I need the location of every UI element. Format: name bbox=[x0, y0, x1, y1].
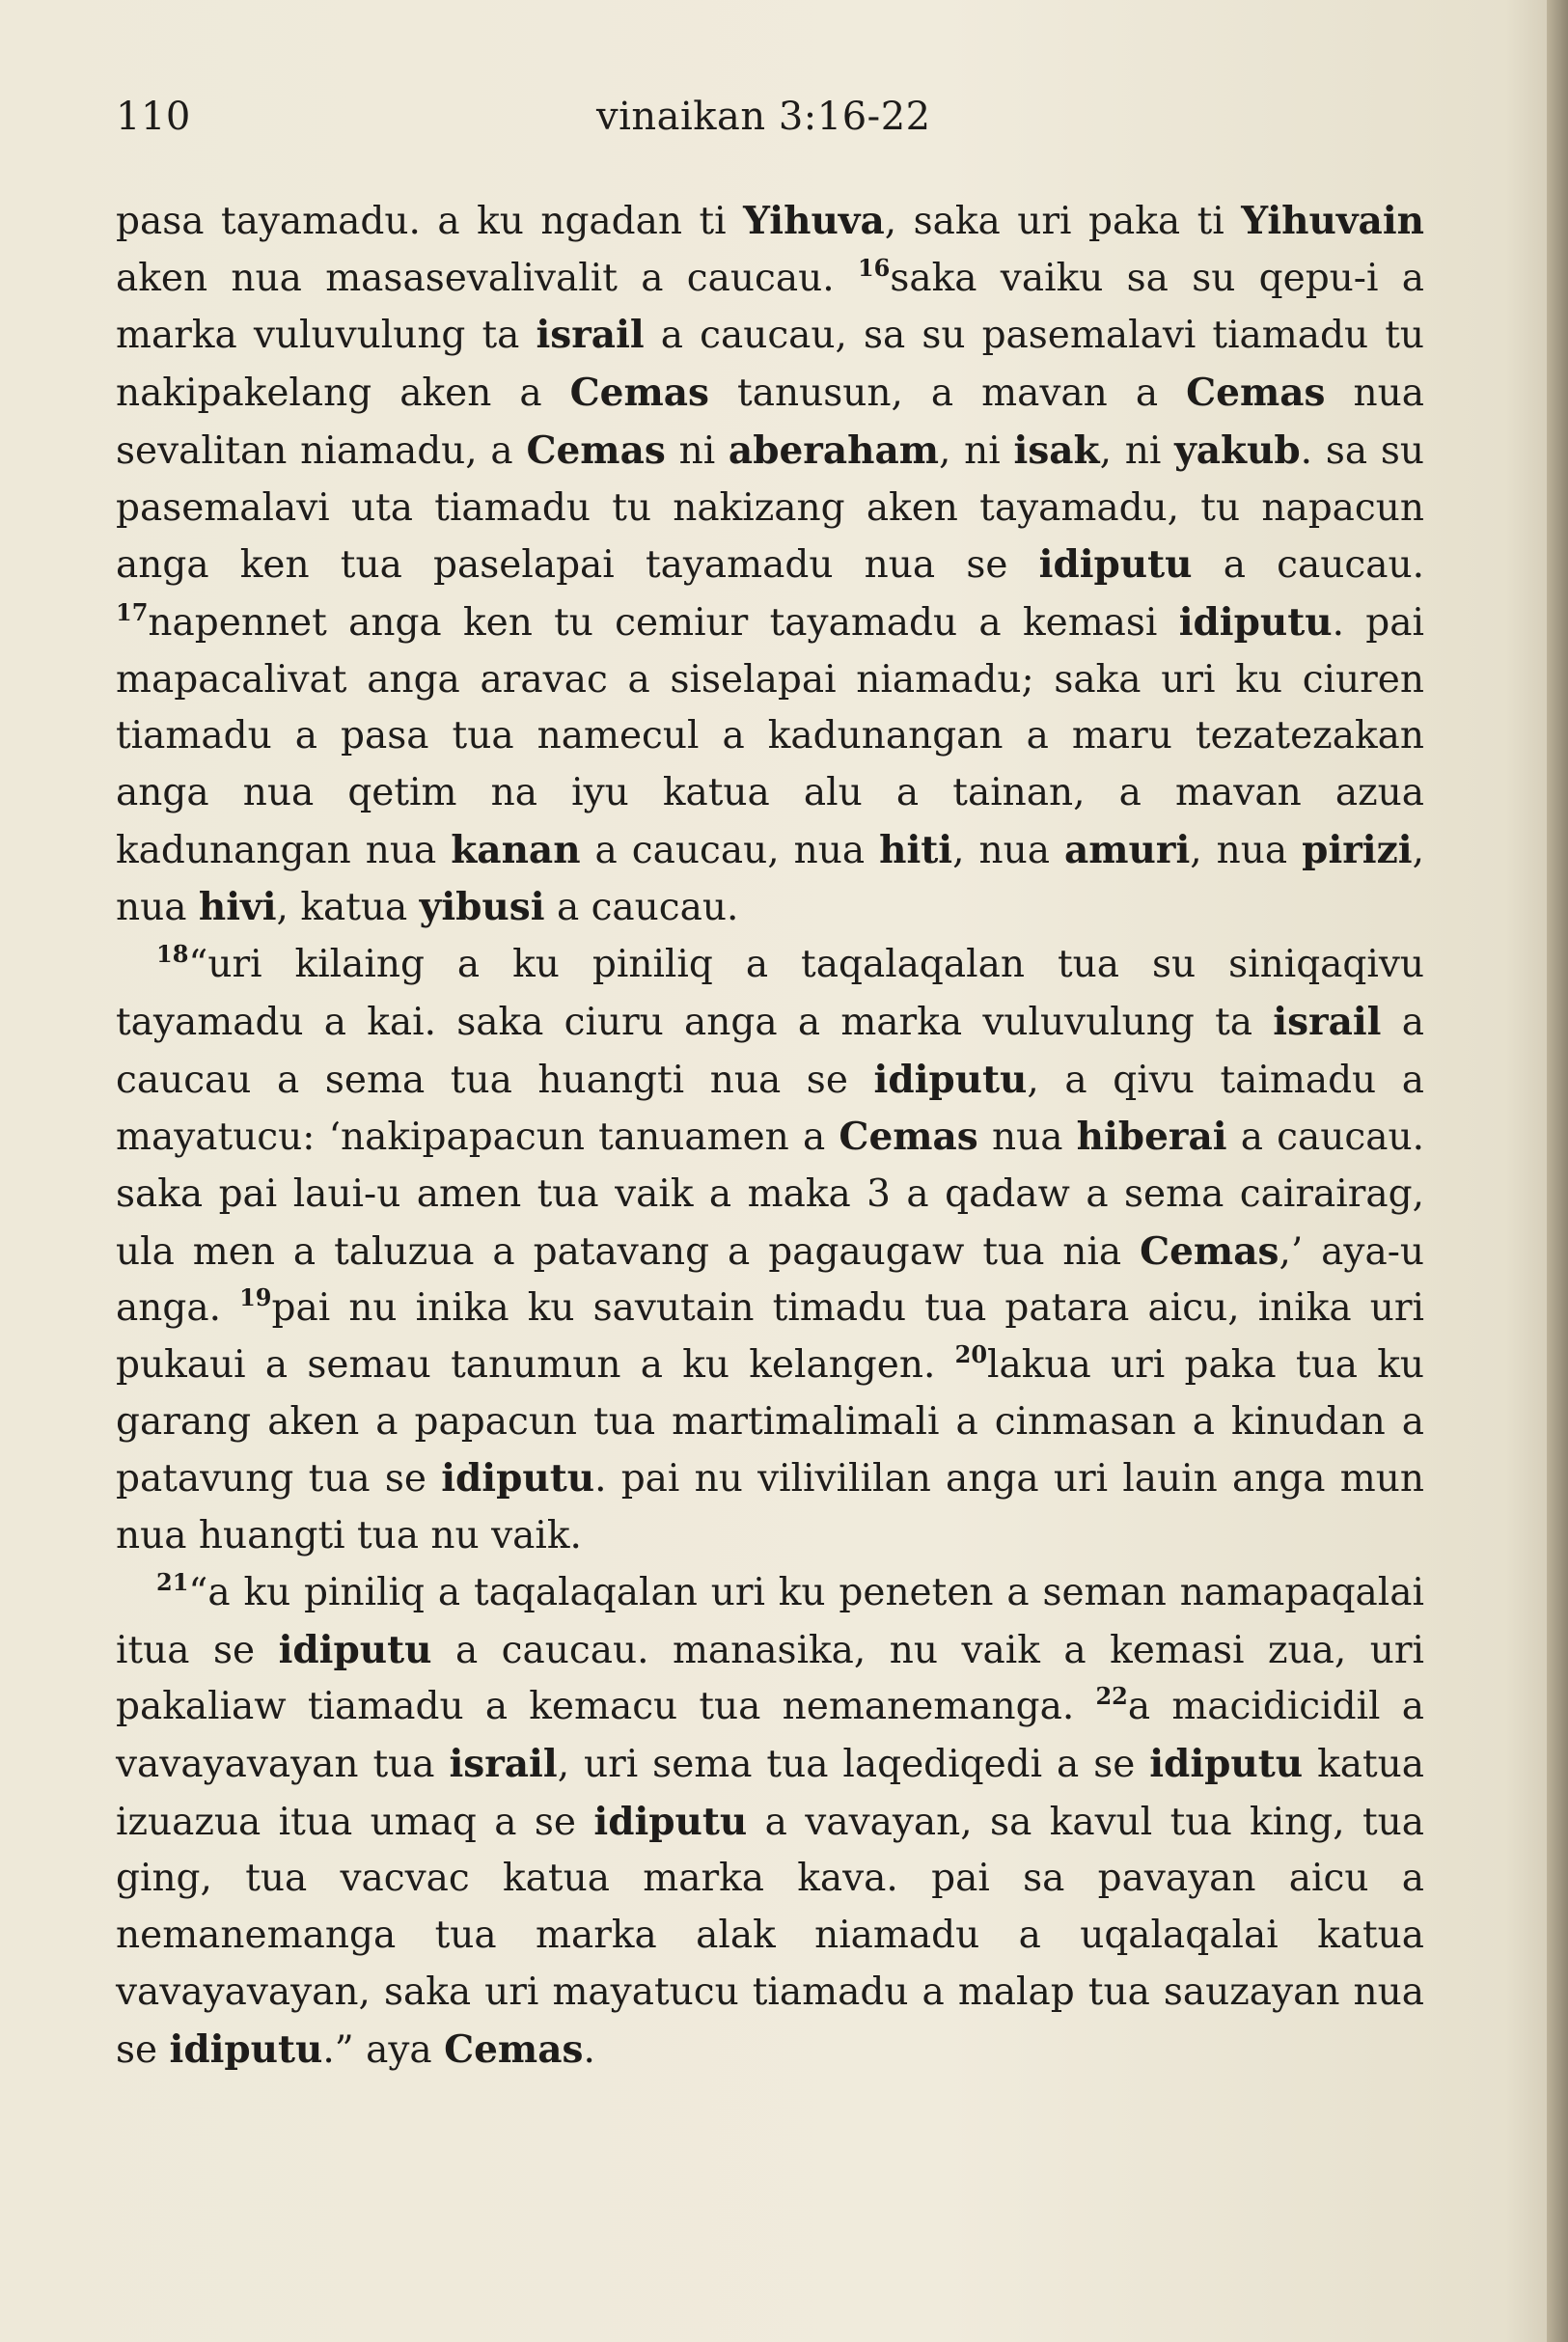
bold-term: idiputu bbox=[873, 1057, 1028, 1102]
paragraph-2 bbox=[116, 937, 1424, 1565]
text-run: pasa tayamadu. a ku ngadan ti bbox=[116, 200, 744, 243]
text-run: lakua uri paka tua ku garang aken a papacun tua martimalimali a cinmasan a kinudan a patavung tua se bbox=[116, 1343, 1424, 1502]
paragraph-3 bbox=[116, 1565, 1424, 2079]
bold-term: aberaham bbox=[728, 427, 939, 473]
verse-number: 18 bbox=[156, 940, 189, 969]
verse-number: 22 bbox=[1095, 1682, 1128, 1711]
text-run: a caucau, nua bbox=[580, 828, 880, 872]
text-run: napennet anga ken tu cemiur tayamadu a kemasi bbox=[148, 600, 1179, 645]
text-run: “uri kilaing a ku piniliq a taqalaqalan tua su siniqaqivu tayamadu a kai. saka ciuru anga a marka vuluvulung ta bbox=[116, 943, 1424, 1044]
verse-number: 20 bbox=[954, 1340, 988, 1369]
paragraph-1 bbox=[116, 193, 1424, 937]
text-run: , ni bbox=[938, 428, 1014, 473]
page-number: 110 bbox=[116, 95, 191, 139]
text-run: . pai nu vilivililan anga uri lauin anga mun nua huangti tua nu vaik. bbox=[116, 1457, 1424, 1558]
text-run: nua bbox=[977, 1116, 1077, 1160]
page-edge bbox=[1547, 0, 1568, 2342]
verse-number: 21 bbox=[156, 1567, 189, 1596]
bold-term: kanan bbox=[451, 827, 581, 872]
bold-term: Cemas bbox=[1140, 1228, 1279, 1274]
text-run: , uri sema tua laqediqedi a se bbox=[557, 1742, 1150, 1786]
text-run: , nua bbox=[1190, 828, 1303, 872]
bold-term: idiputu bbox=[1178, 599, 1333, 645]
bold-term: yibusi bbox=[419, 885, 545, 930]
verse-number: 16 bbox=[857, 253, 891, 282]
text-run: a macidicidil a vavayavayan tua bbox=[116, 1685, 1424, 1786]
text-run: tanusun, a mavan a bbox=[709, 372, 1187, 416]
bold-term: idiputu bbox=[1149, 1741, 1304, 1786]
text-run: a caucau. saka pai laui-u amen tua vaik a maka 3 a qadaw a sema cairairag, ula men a taluzua a patavang a pagaugaw tua nia bbox=[116, 1116, 1424, 1274]
verse-number: 19 bbox=[239, 1283, 272, 1312]
text-run: pai nu inika ku savutain timadu tua patara aicu, inika uri pukaui a semau tanumun a ku kelangen. bbox=[116, 1286, 1424, 1388]
text-run: a vavayan, sa kavul tua king, tua ging, tua vacvac katua marka kava. pai sa pavayan aicu a nemanemanga tua marka alak niamadu a uqalaqalai katua vavayavayan, saka uri mayatucu tiamadu a malap tua sauzayan nua se bbox=[116, 1800, 1425, 2072]
text-run: , katua bbox=[276, 886, 420, 930]
bold-term: Yihuva bbox=[743, 199, 885, 243]
bold-term: israil bbox=[449, 1741, 558, 1786]
text-run: nua sevalitan niamadu, a bbox=[116, 372, 1424, 473]
text-run: a caucau. manasika, nu vaik a kemasi zua, uri pakaliaw tiamadu a kemacu tua nemanemanga. bbox=[116, 1628, 1425, 1729]
text-run: a caucau. bbox=[1192, 543, 1424, 588]
bold-term: Cemas bbox=[444, 2026, 584, 2072]
bold-term: pirizi bbox=[1302, 827, 1413, 872]
bold-term: hiti bbox=[879, 827, 953, 872]
text-run: . pai mapacalivat anga aravac a siselapai niamadu; saka uri ku ciuren tiamadu a pasa tua namecul a kadunangan a maru tezatezakan anga nua qetim na iyu katua alu a tainan, a mavan azua kadunangan nua bbox=[116, 600, 1424, 872]
verse-number: 17 bbox=[116, 597, 149, 626]
bold-term: yakub bbox=[1174, 427, 1301, 473]
text-run: a caucau a sema tua huangti nua se bbox=[116, 1000, 1424, 1102]
text-run: ,’ aya-u anga. bbox=[116, 1229, 1424, 1331]
text-run: “a ku piniliq a taqalaqalan uri ku peneten a seman namapaqalai itua se bbox=[116, 1570, 1424, 1672]
bold-term: idiputu bbox=[1038, 542, 1193, 588]
bold-term: israil bbox=[536, 313, 645, 358]
bold-term: hiberai bbox=[1076, 1115, 1227, 1160]
body-text bbox=[116, 193, 1424, 2079]
bold-term: Cemas bbox=[1186, 371, 1326, 416]
bold-term: amuri bbox=[1064, 827, 1191, 872]
text-run: .” aya bbox=[322, 2027, 445, 2072]
text-run: , nua bbox=[952, 828, 1065, 872]
bold-term: idiputu bbox=[278, 1627, 432, 1672]
bold-term: idiputu bbox=[441, 1456, 595, 1502]
bold-term: israil bbox=[1273, 999, 1382, 1044]
text-run: , nua bbox=[116, 828, 1424, 930]
bold-term: Cemas bbox=[526, 427, 666, 473]
text-run: aken nua masasevalivalit a caucau. bbox=[116, 256, 858, 300]
bold-term: idiputu bbox=[169, 2026, 323, 2072]
text-run: a caucau, sa su pasemalavi tiamadu tu nakipakelang aken a bbox=[116, 314, 1424, 416]
text-run: . sa su pasemalavi uta tiamadu tu nakizang aken tayamadu, tu napacun anga ken tua paselapai tayamadu nua se bbox=[116, 428, 1424, 588]
bold-term: Cemas bbox=[839, 1115, 978, 1160]
page-header bbox=[116, 95, 1428, 152]
text-run: , a qivu taimadu a mayatucu: ‘nakipapacun tanuamen a bbox=[116, 1058, 1425, 1160]
bold-term: Cemas bbox=[569, 371, 709, 416]
text-run: a caucau. bbox=[544, 886, 739, 930]
bold-term: hivi bbox=[198, 885, 277, 930]
bold-term: isak bbox=[1013, 427, 1100, 473]
text-run: katua izuazua itua umaq a se bbox=[116, 1742, 1424, 1844]
text-run: saka vaiku sa su qepu-i a marka vuluvulung ta bbox=[116, 256, 1424, 358]
text-run: , ni bbox=[1099, 428, 1175, 473]
text-run: ni bbox=[665, 428, 729, 473]
bold-term: idiputu bbox=[593, 1799, 748, 1844]
running-head: vinaikan 3:16-22 bbox=[596, 95, 931, 139]
text-run: . bbox=[583, 2027, 595, 2072]
text-run: , saka uri paka ti bbox=[884, 200, 1242, 243]
bold-term: Yihuvain bbox=[1241, 199, 1424, 243]
